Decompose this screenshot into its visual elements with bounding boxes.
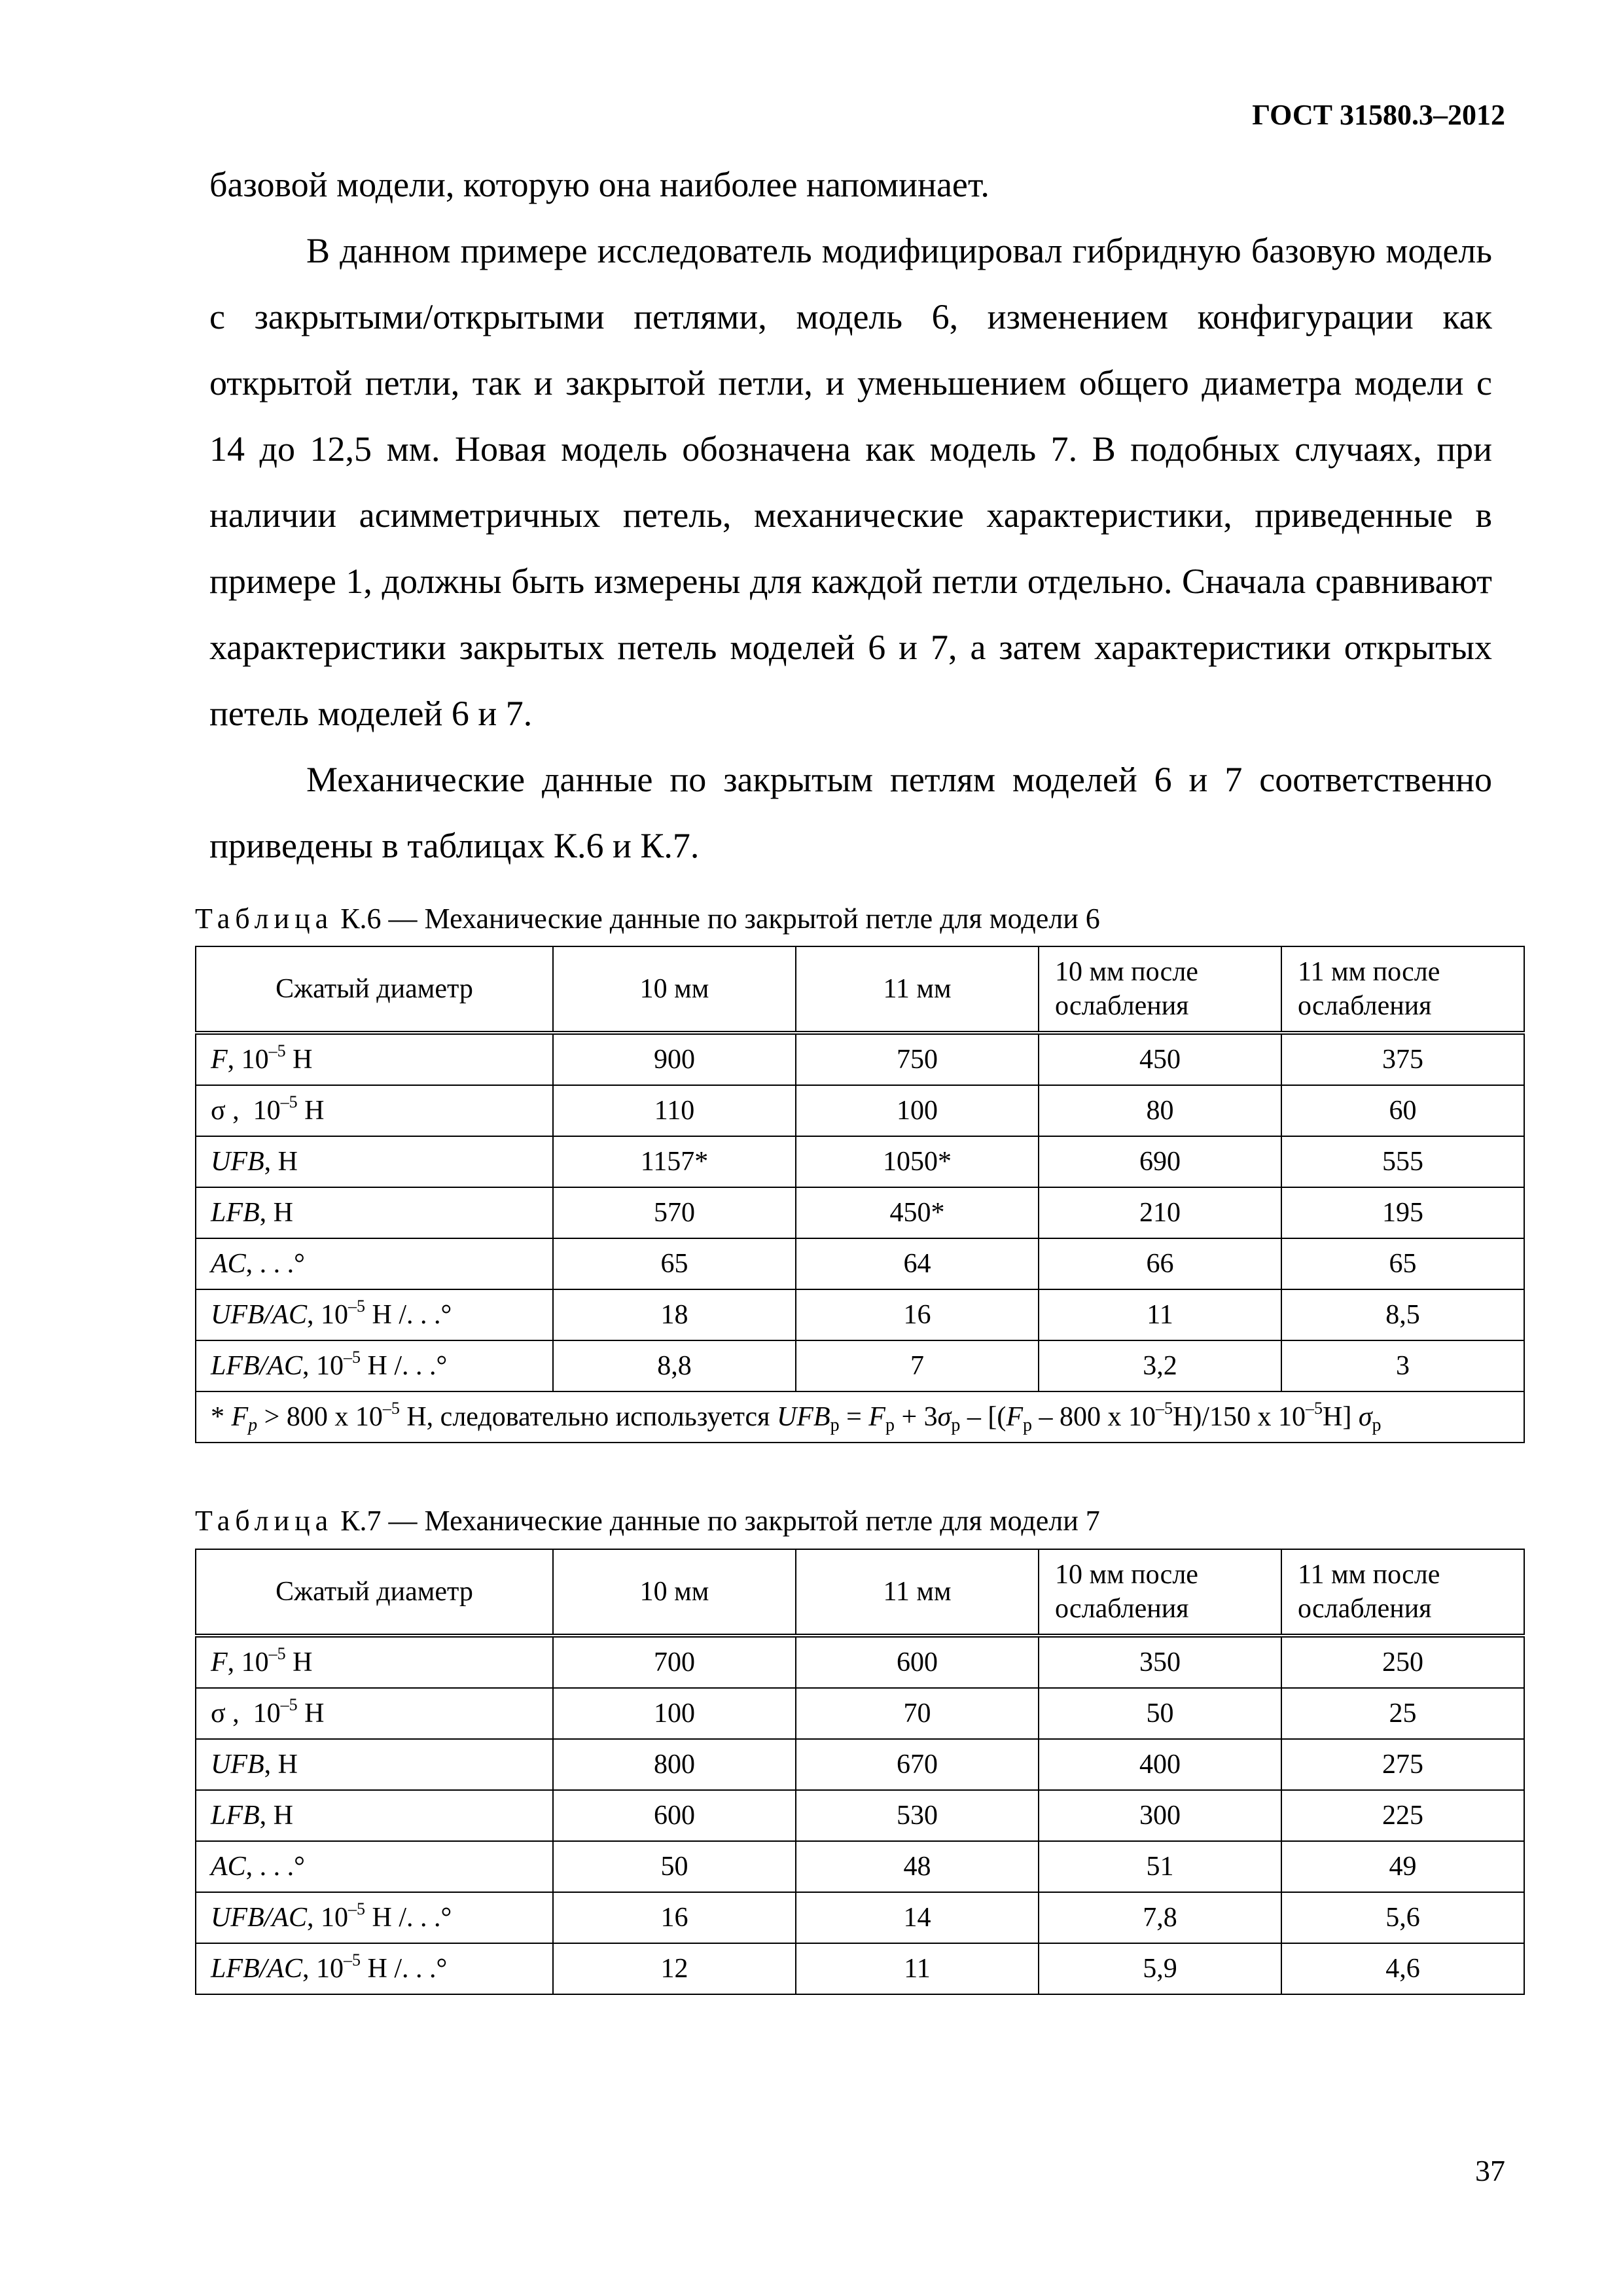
paragraph-3: Механические данные по закрытым петлям моделей 6 и 7 соответственно приведены в таблицах К.6 и К.7. [209, 760, 1492, 865]
header-cell: 11 мм [796, 1549, 1039, 1636]
table-cell: 12 [553, 1943, 796, 1994]
table-cell: 65 [553, 1238, 796, 1289]
table-cell: 8,8 [553, 1340, 796, 1391]
table-cell: 11 [1039, 1289, 1281, 1340]
row-label-lfb: LFB, H [196, 1187, 553, 1238]
table-row [196, 1033, 1524, 1085]
row-label-lfb-ac: LFB/AC, $10^{-5}$ H /. . .° [196, 1340, 553, 1391]
table-cell: 25 [1281, 1688, 1524, 1739]
table-cell: 210 [1039, 1187, 1281, 1238]
table-row [196, 1790, 1524, 1841]
table-row [196, 1739, 1524, 1790]
table-cell: 3,2 [1039, 1340, 1281, 1391]
table-row [196, 1085, 1524, 1136]
table-cell: 350 [1039, 1636, 1281, 1688]
table-cell: 225 [1281, 1790, 1524, 1841]
table-footnote-row [196, 1391, 1524, 1443]
table-cell: 670 [796, 1739, 1039, 1790]
row-label-f: F, $10^{-5}$ H [196, 1636, 553, 1688]
table-row [196, 1187, 1524, 1238]
table-cell: 530 [796, 1790, 1039, 1841]
table-row [196, 1238, 1524, 1289]
paragraph-2: В данном примере исследователь модифицировал гибридную базовую модель с закрытыми/открытыми петлями, модель 6, изменением конфигурации как открытой петли, так и закрытой петли, и уменьшением общего диаметра модели с 14 до 12,5 мм. Новая модель обозначена как модель 7. В подобных случаях, при наличии асимметричных петель, механические характеристики, приведенные в примере 1, должны быть измерены для каждой петли отдельно. Сначала сравнивают характеристики закрытых петель моделей 6 и 7, а затем характеристики открытых петель моделей 6 и 7. [209, 231, 1492, 733]
table-cell: 65 [1281, 1238, 1524, 1289]
table-row [196, 1943, 1524, 1994]
header-cell: 10 мм после ослабления [1039, 1549, 1281, 1636]
table-cell: 400 [1039, 1739, 1281, 1790]
table-header-row [196, 946, 1524, 1033]
row-label-ac: AC, . . .° [196, 1238, 553, 1289]
table-k6-caption-word: Таблица [195, 903, 334, 935]
table-header-row [196, 1549, 1524, 1636]
table-cell: 5,6 [1281, 1892, 1524, 1943]
table-cell: 16 [553, 1892, 796, 1943]
table-cell: 900 [553, 1033, 796, 1085]
table-footnote: * $F_p > 800$ x $10^{-5}$ H, следовательно используется $UFB_p = F_p + 3\sigma_p - [(F_p - 800$ x $10^{-5}H)/150$ x $10^{-5}H$] $\sigma_p$ [196, 1391, 1524, 1443]
table-cell: 48 [796, 1841, 1039, 1892]
header-cell: 10 мм [553, 946, 796, 1033]
table-cell: 275 [1281, 1739, 1524, 1790]
table-cell: 100 [553, 1688, 796, 1739]
table-cell: 70 [796, 1688, 1039, 1739]
table-row [196, 1841, 1524, 1892]
table-row [196, 1892, 1524, 1943]
table-cell: 700 [553, 1636, 796, 1688]
table-cell: 50 [553, 1841, 796, 1892]
row-label-lfb: LFB, H [196, 1790, 553, 1841]
table-cell: 1050* [796, 1136, 1039, 1187]
table-cell: 375 [1281, 1033, 1524, 1085]
table-cell: 600 [796, 1636, 1039, 1688]
row-label-ufb: UFB, H [196, 1739, 553, 1790]
table-k7-caption-text: К.7 — Механические данные по закрытой петле для модели 7 [340, 1505, 1100, 1537]
header-cell: 11 мм [796, 946, 1039, 1033]
row-label-f: F, $10^{-5}$ H [196, 1033, 553, 1085]
table-cell: 50 [1039, 1688, 1281, 1739]
table-k6-caption [195, 903, 1100, 935]
page-number: 37 [1475, 2154, 1505, 2187]
row-label-ufb-ac: UFB/AC, $10^{-5}$ H /. . .° [196, 1289, 553, 1340]
table-row [196, 1688, 1524, 1739]
table-cell: 60 [1281, 1085, 1524, 1136]
row-label-sigma: σ , $10^{-5}$ H [196, 1085, 553, 1136]
table-k7-caption-word: Таблица [195, 1505, 334, 1537]
table-row [196, 1136, 1524, 1187]
table-k6 [195, 946, 1525, 1443]
table-cell: 66 [1039, 1238, 1281, 1289]
table-k7 [195, 1549, 1525, 1995]
table-cell: 110 [553, 1085, 796, 1136]
table-cell: 8,5 [1281, 1289, 1524, 1340]
table-cell: 250 [1281, 1636, 1524, 1688]
row-label-sigma: σ , $10^{-5}$ H [196, 1688, 553, 1739]
row-label-ufb-ac: UFB/AC, $10^{-5}$ H /. . .° [196, 1892, 553, 1943]
table-row [196, 1340, 1524, 1391]
table-cell: 600 [553, 1790, 796, 1841]
paragraph-1: базовой модели, которую она наиболее напоминает. [209, 165, 990, 204]
table-row [196, 1289, 1524, 1340]
table-cell: 64 [796, 1238, 1039, 1289]
table-cell: 4,6 [1281, 1943, 1524, 1994]
table-cell: 80 [1039, 1085, 1281, 1136]
body-text [209, 152, 1492, 879]
row-label-ac: AC, . . .° [196, 1841, 553, 1892]
header-cell: Сжатый диаметр [196, 1549, 553, 1636]
table-cell: 750 [796, 1033, 1039, 1085]
table-cell: 51 [1039, 1841, 1281, 1892]
table-cell: 800 [553, 1739, 796, 1790]
table-cell: 195 [1281, 1187, 1524, 1238]
table-cell: 7,8 [1039, 1892, 1281, 1943]
table-cell: 1157* [553, 1136, 796, 1187]
table-row [196, 1636, 1524, 1688]
table-cell: 18 [553, 1289, 796, 1340]
row-label-lfb-ac: LFB/AC, $10^{-5}$ H /. . .° [196, 1943, 553, 1994]
table-cell: 555 [1281, 1136, 1524, 1187]
table-cell: 5,9 [1039, 1943, 1281, 1994]
table-cell: 100 [796, 1085, 1039, 1136]
table-cell: 300 [1039, 1790, 1281, 1841]
table-k7-caption [195, 1505, 1100, 1537]
header-cell: 10 мм [553, 1549, 796, 1636]
table-cell: 690 [1039, 1136, 1281, 1187]
header-cell: 10 мм после ослабления [1039, 946, 1281, 1033]
header-cell: Сжатый диаметр [196, 946, 553, 1033]
document-code-header: ГОСТ 31580.3–2012 [1252, 99, 1505, 131]
table-cell: 3 [1281, 1340, 1524, 1391]
table-cell: 14 [796, 1892, 1039, 1943]
table-cell: 49 [1281, 1841, 1524, 1892]
table-cell: 450 [1039, 1033, 1281, 1085]
table-cell: 7 [796, 1340, 1039, 1391]
row-label-ufb: UFB, H [196, 1136, 553, 1187]
table-cell: 16 [796, 1289, 1039, 1340]
header-cell: 11 мм после ослабления [1281, 946, 1524, 1033]
table-cell: 450* [796, 1187, 1039, 1238]
table-k6-caption-text: К.6 — Механические данные по закрытой петле для модели 6 [340, 903, 1100, 935]
header-cell: 11 мм после ослабления [1281, 1549, 1524, 1636]
table-cell: 11 [796, 1943, 1039, 1994]
table-cell: 570 [553, 1187, 796, 1238]
